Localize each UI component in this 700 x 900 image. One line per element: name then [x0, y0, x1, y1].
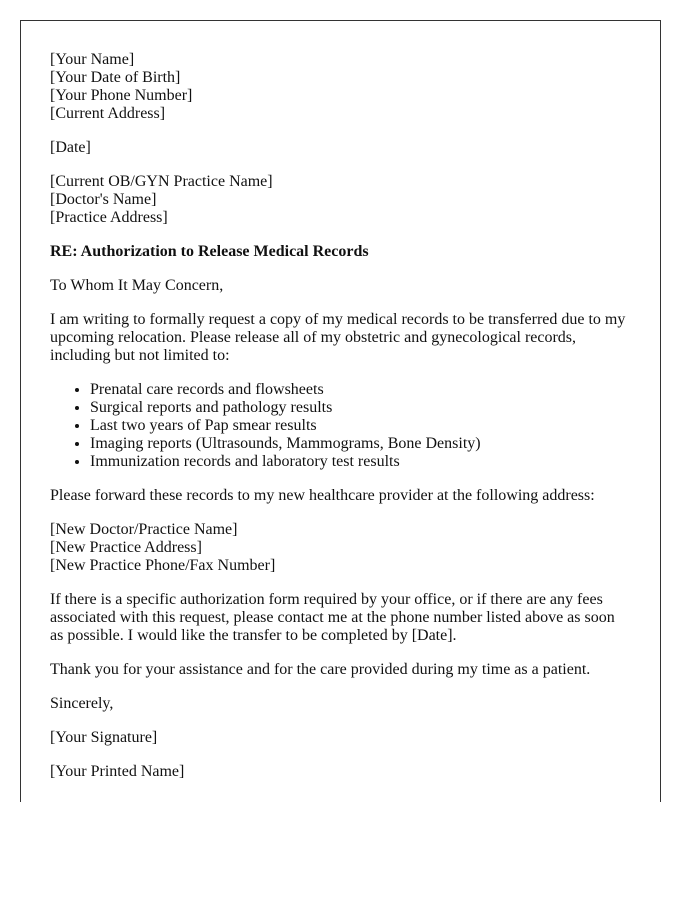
- list-item: • Prenatal care records and flowsheets: [90, 381, 631, 399]
- sender-block: [50, 51, 631, 123]
- new-provider-block: [50, 521, 631, 575]
- salutation: To Whom It May Concern,: [50, 277, 224, 294]
- new-provider-address: [New Practice Address]: [50, 539, 202, 556]
- sender-phone: [Your Phone Number]: [50, 87, 193, 104]
- recipient-doctor-name: [Doctor's Name]: [50, 191, 157, 208]
- valediction: Sincerely,: [50, 695, 114, 712]
- recipient-practice-address: [Practice Address]: [50, 209, 168, 226]
- list-item: • Immunization records and laboratory test results: [90, 453, 631, 471]
- new-provider-name: [New Doctor/Practice Name]: [50, 521, 238, 538]
- recipient-block: [50, 173, 631, 227]
- list-item: • Imaging reports (Ultrasounds, Mammograms, Bone Density): [90, 435, 631, 453]
- subject-line: RE: Authorization to Release Medical Records: [50, 243, 369, 260]
- letter-date: [Date]: [50, 139, 91, 156]
- new-provider-phone-fax: [New Practice Phone/Fax Number]: [50, 557, 276, 574]
- records-list: [50, 381, 631, 471]
- list-item: • Last two years of Pap smear results: [90, 417, 631, 435]
- forward-paragraph: Please forward these records to my new healthcare provider at the following address:: [50, 487, 595, 504]
- list-item: • Surgical reports and pathology results: [90, 399, 631, 417]
- intro-paragraph: I am writing to formally request a copy of my medical records to be transferred due to my upcoming relocation. Please release all of my obstetric and gynecological records, including but not limited to:: [50, 311, 626, 364]
- date-block: [50, 139, 631, 157]
- contact-paragraph: If there is a specific authorization form required by your office, or if there are any fees associated with this request, please contact me at the phone number listed above as soon as possible. I would like the transfer to be completed by [Date].: [50, 591, 615, 644]
- printed-name-placeholder: [Your Printed Name]: [50, 763, 185, 780]
- sender-name: [Your Name]: [50, 51, 135, 68]
- sender-address: [Current Address]: [50, 105, 166, 122]
- thanks-paragraph: Thank you for your assistance and for the care provided during my time as a patient.: [50, 661, 591, 678]
- letter-page: [20, 20, 661, 802]
- recipient-practice-name: [Current OB/GYN Practice Name]: [50, 173, 273, 190]
- signature-placeholder: [Your Signature]: [50, 729, 158, 746]
- sender-dob: [Your Date of Birth]: [50, 69, 181, 86]
